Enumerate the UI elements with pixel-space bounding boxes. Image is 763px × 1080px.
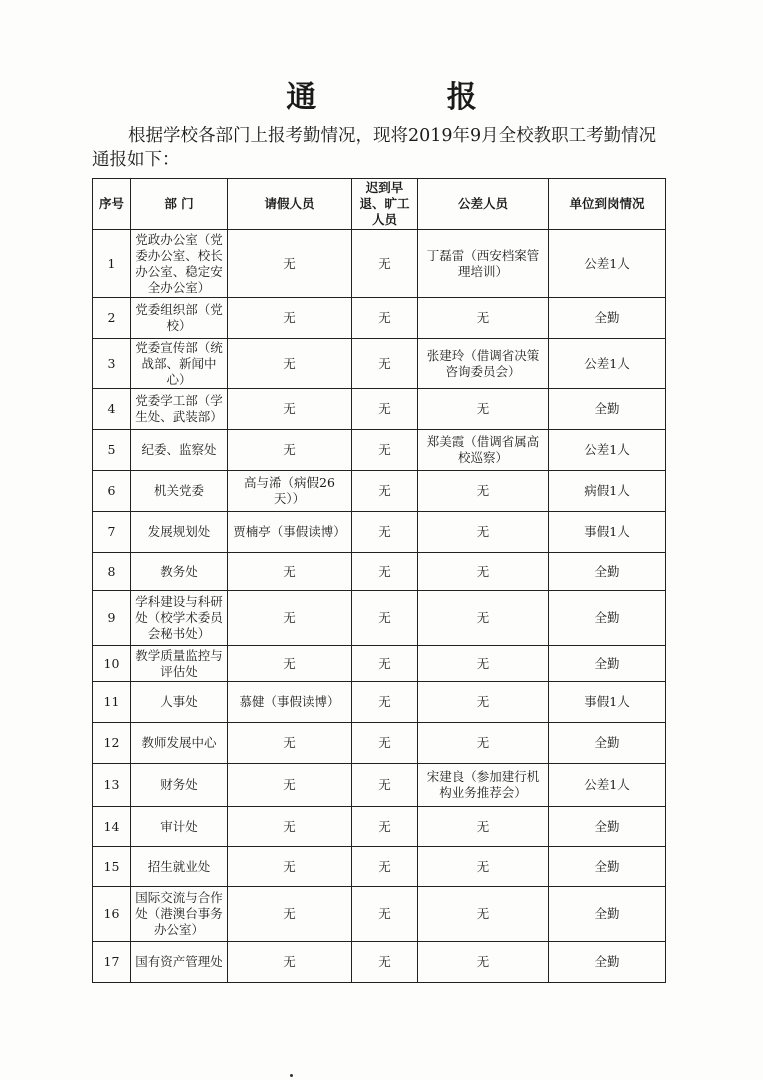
cell-late: 无 <box>352 591 418 646</box>
cell-leave: 无 <box>228 339 352 389</box>
cell-late: 无 <box>352 471 418 512</box>
cell-no: 3 <box>93 339 131 389</box>
cell-no: 11 <box>93 682 131 723</box>
cell-late: 无 <box>352 389 418 430</box>
cell-trip: 郑美霞（借调省属高校巡察） <box>418 430 549 471</box>
cell-leave: 无 <box>228 298 352 339</box>
cell-leave: 无 <box>228 807 352 847</box>
cell-dept: 教学质量监控与评估处 <box>131 646 228 682</box>
cell-trip: 无 <box>418 512 549 553</box>
cell-dept: 教师发展中心 <box>131 723 228 764</box>
header-dept: 部 门 <box>131 179 228 230</box>
cell-dept: 纪委、监察处 <box>131 430 228 471</box>
table-row <box>93 298 666 339</box>
intro-paragraph: 根据学校各部门上报考勤情况，现将2019年9月全校教职工考勤情况通报如下： <box>92 126 657 170</box>
cell-leave: 无 <box>228 764 352 807</box>
cell-status: 公差1人 <box>549 764 666 807</box>
header-late: 迟到早退、旷工人员 <box>352 179 418 230</box>
cell-leave: 无 <box>228 847 352 887</box>
cell-no: 4 <box>93 389 131 430</box>
cell-status: 全勤 <box>549 887 666 942</box>
cell-leave: 无 <box>228 942 352 983</box>
scan-dot <box>290 1074 293 1077</box>
cell-leave: 慕健（事假读博） <box>228 682 352 723</box>
document-title: 通 报 <box>286 80 537 115</box>
cell-no: 5 <box>93 430 131 471</box>
cell-trip: 无 <box>418 723 549 764</box>
cell-leave: 高与浠（病假26天）） <box>228 471 352 512</box>
table-body <box>93 230 666 983</box>
header-no: 序号 <box>93 179 131 230</box>
cell-late: 无 <box>352 430 418 471</box>
cell-trip: 无 <box>418 942 549 983</box>
table-row <box>93 887 666 942</box>
table-header-row <box>93 179 666 230</box>
cell-dept: 机关党委 <box>131 471 228 512</box>
cell-status: 全勤 <box>549 646 666 682</box>
cell-no: 17 <box>93 942 131 983</box>
cell-status: 全勤 <box>549 591 666 646</box>
header-status: 单位到岗情况 <box>549 179 666 230</box>
cell-dept: 招生就业处 <box>131 847 228 887</box>
cell-status: 全勤 <box>549 553 666 591</box>
cell-status: 全勤 <box>549 847 666 887</box>
table-row <box>93 807 666 847</box>
cell-leave: 无 <box>228 553 352 591</box>
cell-dept: 人事处 <box>131 682 228 723</box>
cell-dept: 党委组织部（党校） <box>131 298 228 339</box>
cell-dept: 教务处 <box>131 553 228 591</box>
table-row <box>93 682 666 723</box>
cell-late: 无 <box>352 646 418 682</box>
cell-leave: 无 <box>228 591 352 646</box>
table-row <box>93 339 666 389</box>
cell-leave: 无 <box>228 723 352 764</box>
cell-leave: 无 <box>228 887 352 942</box>
table-row <box>93 512 666 553</box>
cell-no: 10 <box>93 646 131 682</box>
cell-trip: 无 <box>418 807 549 847</box>
table-row <box>93 942 666 983</box>
cell-dept: 党委学工部（学生处、武装部） <box>131 389 228 430</box>
table-row <box>93 847 666 887</box>
cell-leave: 无 <box>228 646 352 682</box>
cell-status: 事假1人 <box>549 512 666 553</box>
cell-no: 8 <box>93 553 131 591</box>
attendance-table <box>92 178 666 983</box>
cell-status: 全勤 <box>549 298 666 339</box>
table-row <box>93 471 666 512</box>
cell-trip: 无 <box>418 591 549 646</box>
table-row <box>93 764 666 807</box>
cell-trip: 无 <box>418 389 549 430</box>
cell-late: 无 <box>352 942 418 983</box>
cell-trip: 无 <box>418 682 549 723</box>
cell-late: 无 <box>352 807 418 847</box>
cell-status: 事假1人 <box>549 682 666 723</box>
cell-dept: 学科建设与科研处（校学术委员会秘书处） <box>131 591 228 646</box>
cell-trip: 无 <box>418 646 549 682</box>
cell-no: 1 <box>93 230 131 298</box>
cell-dept: 发展规划处 <box>131 512 228 553</box>
table-row <box>93 591 666 646</box>
table-row <box>93 430 666 471</box>
cell-no: 2 <box>93 298 131 339</box>
cell-late: 无 <box>352 230 418 298</box>
cell-status: 公差1人 <box>549 339 666 389</box>
cell-status: 全勤 <box>549 723 666 764</box>
cell-leave: 贾楠亭（事假读博） <box>228 512 352 553</box>
cell-trip: 无 <box>418 847 549 887</box>
table-row <box>93 230 666 298</box>
table-row <box>93 389 666 430</box>
table-row <box>93 553 666 591</box>
header-leave: 请假人员 <box>228 179 352 230</box>
cell-trip: 无 <box>418 471 549 512</box>
cell-late: 无 <box>352 339 418 389</box>
cell-trip: 张建玲（借调省决策咨询委员会） <box>418 339 549 389</box>
cell-status: 病假1人 <box>549 471 666 512</box>
cell-status: 全勤 <box>549 389 666 430</box>
cell-trip: 宋建良（参加建行机构业务推荐会） <box>418 764 549 807</box>
cell-no: 14 <box>93 807 131 847</box>
table-row <box>93 646 666 682</box>
table-row <box>93 723 666 764</box>
cell-status: 公差1人 <box>549 430 666 471</box>
cell-dept: 国际交流与合作处（港澳台事务办公室） <box>131 887 228 942</box>
cell-no: 6 <box>93 471 131 512</box>
cell-dept: 财务处 <box>131 764 228 807</box>
cell-status: 全勤 <box>549 942 666 983</box>
cell-late: 无 <box>352 764 418 807</box>
cell-dept: 国有资产管理处 <box>131 942 228 983</box>
cell-dept: 党政办公室（党委办公室、校长办公室、稳定安全办公室） <box>131 230 228 298</box>
header-trip: 公差人员 <box>418 179 549 230</box>
cell-no: 12 <box>93 723 131 764</box>
cell-late: 无 <box>352 682 418 723</box>
cell-trip: 无 <box>418 887 549 942</box>
cell-leave: 无 <box>228 230 352 298</box>
cell-late: 无 <box>352 887 418 942</box>
cell-late: 无 <box>352 512 418 553</box>
cell-no: 7 <box>93 512 131 553</box>
cell-leave: 无 <box>228 430 352 471</box>
cell-leave: 无 <box>228 389 352 430</box>
cell-status: 全勤 <box>549 807 666 847</box>
cell-trip: 丁磊雷（西安档案管理培训） <box>418 230 549 298</box>
cell-trip: 无 <box>418 553 549 591</box>
cell-dept: 审计处 <box>131 807 228 847</box>
cell-no: 15 <box>93 847 131 887</box>
cell-late: 无 <box>352 553 418 591</box>
cell-status: 公差1人 <box>549 230 666 298</box>
cell-no: 16 <box>93 887 131 942</box>
cell-no: 9 <box>93 591 131 646</box>
cell-late: 无 <box>352 723 418 764</box>
cell-late: 无 <box>352 298 418 339</box>
cell-dept: 党委宣传部（统战部、新闻中心） <box>131 339 228 389</box>
cell-late: 无 <box>352 847 418 887</box>
cell-no: 13 <box>93 764 131 807</box>
cell-trip: 无 <box>418 298 549 339</box>
